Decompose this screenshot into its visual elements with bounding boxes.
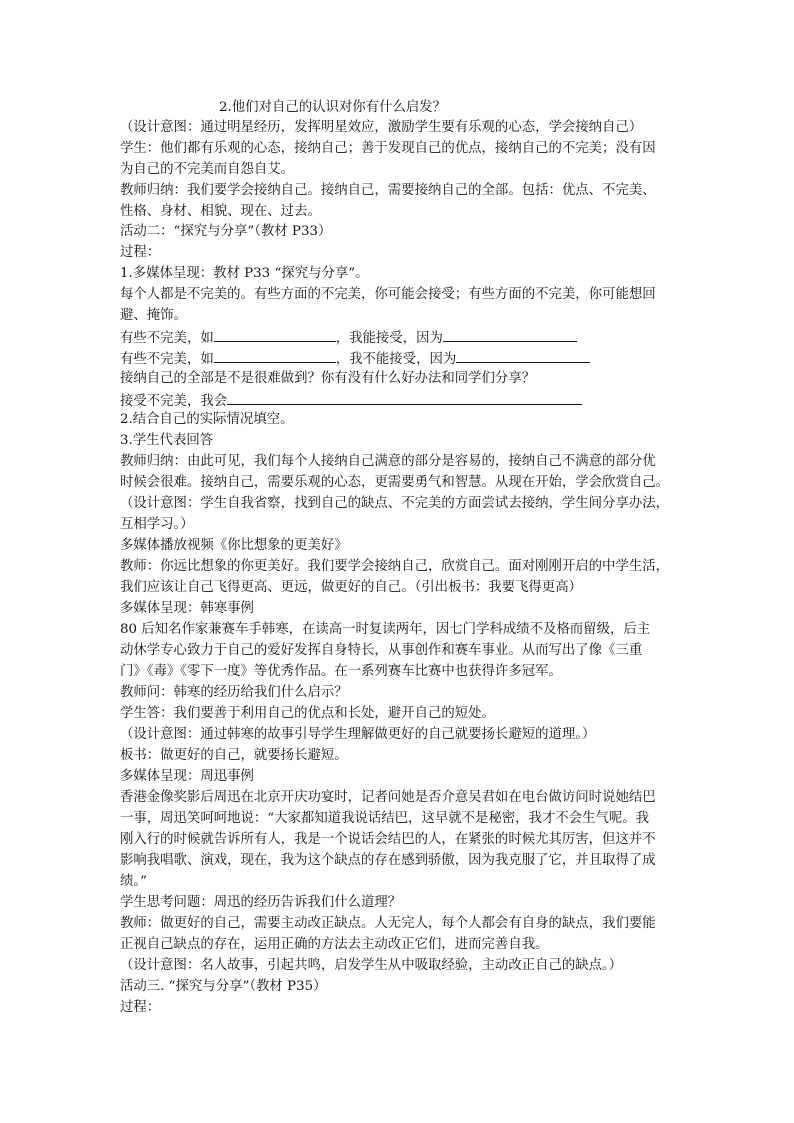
text-line: 我们应该让自己飞得更高、更远，做更好的自己。（引出板书：我要飞得更高） — [120, 580, 582, 595]
teacher-question: 教师问：韩寒的经历给我们什么启示？ — [120, 685, 348, 700]
fill-blank-line-3 — [120, 390, 582, 412]
question-line: 2.他们对自己的认识对你有什么启发？ — [219, 100, 447, 115]
story-line: 影响我唱歌、演戏，现在，我为这个缺点的存在感到骄傲，因为我克服了它，并且取得了成 — [120, 853, 656, 868]
story-line: 绩。” — [120, 874, 147, 889]
media-heading: 多媒体呈现：韩寒事例 — [120, 601, 254, 616]
text-line: 每个人都是不完美的。有些方面的不完美，你可能会接受；有些方面的不完美，你可能想回 — [120, 287, 656, 302]
board-note: 板书：做更好的自己，就要扬长避短。 — [120, 748, 348, 763]
fill-prompt: 有些不完美，如 — [120, 352, 214, 367]
process-label: 过程： — [120, 1000, 161, 1015]
design-intent: （设计意图：学生自我省察，找到自己的缺点、不完美的方面尝试去接纳，学生间分享办法， — [120, 496, 670, 511]
video-line: 多媒体播放视频《你比想象的更美好》 — [120, 538, 348, 553]
text-line: 时候会很难。接纳自己，需要乐观的心态，更需要勇气和智慧。从现在开始，学会欣赏自己。 — [120, 475, 670, 490]
answer-blank[interactable] — [443, 327, 577, 342]
story-line: 动休学专心致力于自己的爱好发挥自身特长，从事创作和赛车事业。从而写出了像《三重 — [120, 643, 643, 658]
design-intent: （设计意图：名人故事，引起共鸣，启发学生从中吸取经验，主动改正自己的缺点。） — [120, 958, 623, 973]
teacher-line: 教师：你远比想象的你更美好。我们要学会接纳自己，欣赏自己。面对刚刚开启的中学生活， — [120, 559, 670, 574]
fill-blank-line-2 — [120, 348, 590, 370]
text-line: 接纳自己的全部是不是很难做到？你有没有什么好办法和同学们分享？ — [120, 371, 536, 386]
answer-blank[interactable] — [214, 348, 336, 363]
fill-prompt: ，我能接受，因为 — [335, 331, 443, 346]
story-line: 一事，周迅笑呵呵地说：“大家都知道我说话结巴，这早就不是秘密，我才不会生气呢。我 — [120, 811, 650, 826]
step-line: 1.多媒体呈现：教材 P33 “探究与分享”。 — [120, 266, 369, 281]
process-label: 过程： — [120, 245, 161, 260]
text-line: 性格、身材、相貌、现在、过去。 — [120, 204, 321, 219]
text-line: 避、掩饰。 — [120, 308, 187, 323]
teacher-line: 教师：做更好的自己，需要主动改正缺点。人无完人，每个人都会有自身的缺点，我们要能 — [120, 916, 656, 931]
story-line: 门》《毒》《零下一度》等优秀作品。在一系列赛车比赛中也获得许多冠军。 — [120, 664, 562, 679]
text-line: 互相学习。） — [120, 517, 194, 532]
fill-prompt: 接受不完美，我会 — [120, 394, 228, 409]
story-line: 80 后知名作家兼赛车手韩寒，在读高一时复读两年，因七门学科成绩不及格而留级，后主 — [120, 622, 651, 637]
answer-blank[interactable] — [227, 390, 582, 405]
story-line: 刚入行的时候就告诉所有人，我是一个说话会结巴的人，在紧张的时候尤其厉害，但这并不 — [120, 832, 656, 847]
fill-blank-line-1 — [120, 327, 577, 349]
activity-heading: 活动三. “探究与分享”（教材 P35） — [120, 979, 327, 994]
step-line: 3.学生代表回答 — [120, 433, 214, 448]
teacher-summary: 教师归纳：我们要学会接纳自己。接纳自己，需要接纳自己的全部。包括：优点、不完美、 — [120, 183, 656, 198]
student-question: 学生思考问题：周迅的经历告诉我们什么道理？ — [120, 895, 402, 910]
design-intent: （设计意图：通过明星经历，发挥明星效应，激励学生要有乐观的心态，学会接纳自己） — [120, 120, 643, 135]
fill-prompt: ，我不能接受，因为 — [335, 352, 457, 367]
design-intent: （设计意图：通过韩寒的故事引导学生理解做更好的自己就要扬长避短的道理。） — [120, 727, 596, 742]
student-answer: 学生答：我们要善于利用自己的优点和长处，避开自己的短处。 — [120, 706, 495, 721]
story-line: 香港金像奖影后周迅在北京开庆功宴时，记者问她是否介意吴君如在电台做访问时说她结巴 — [120, 790, 656, 805]
student-answer: 学生：他们都有乐观的心态，接纳自己；善于发现自己的优点，接纳自己的不完美；没有因 — [120, 141, 656, 156]
media-heading: 多媒体呈现：周迅事例 — [120, 769, 254, 784]
text-line: 为自己的不完美而自怨自艾。 — [120, 162, 295, 177]
text-line: 正视自己缺点的存在，运用正确的方法去主动改正它们，进而完善自我。 — [120, 937, 549, 952]
teacher-summary: 教师归纳：由此可见，我们每个人接纳自己满意的部分是容易的，接纳自己不满意的部分优 — [120, 454, 656, 469]
activity-heading: 活动二：“探究与分享”（教材 P33） — [120, 224, 332, 239]
fill-prompt: 有些不完美，如 — [120, 331, 214, 346]
step-line: 2.结合自己的实际情况填空。 — [120, 412, 294, 427]
answer-blank[interactable] — [214, 327, 336, 342]
answer-blank[interactable] — [456, 348, 590, 363]
